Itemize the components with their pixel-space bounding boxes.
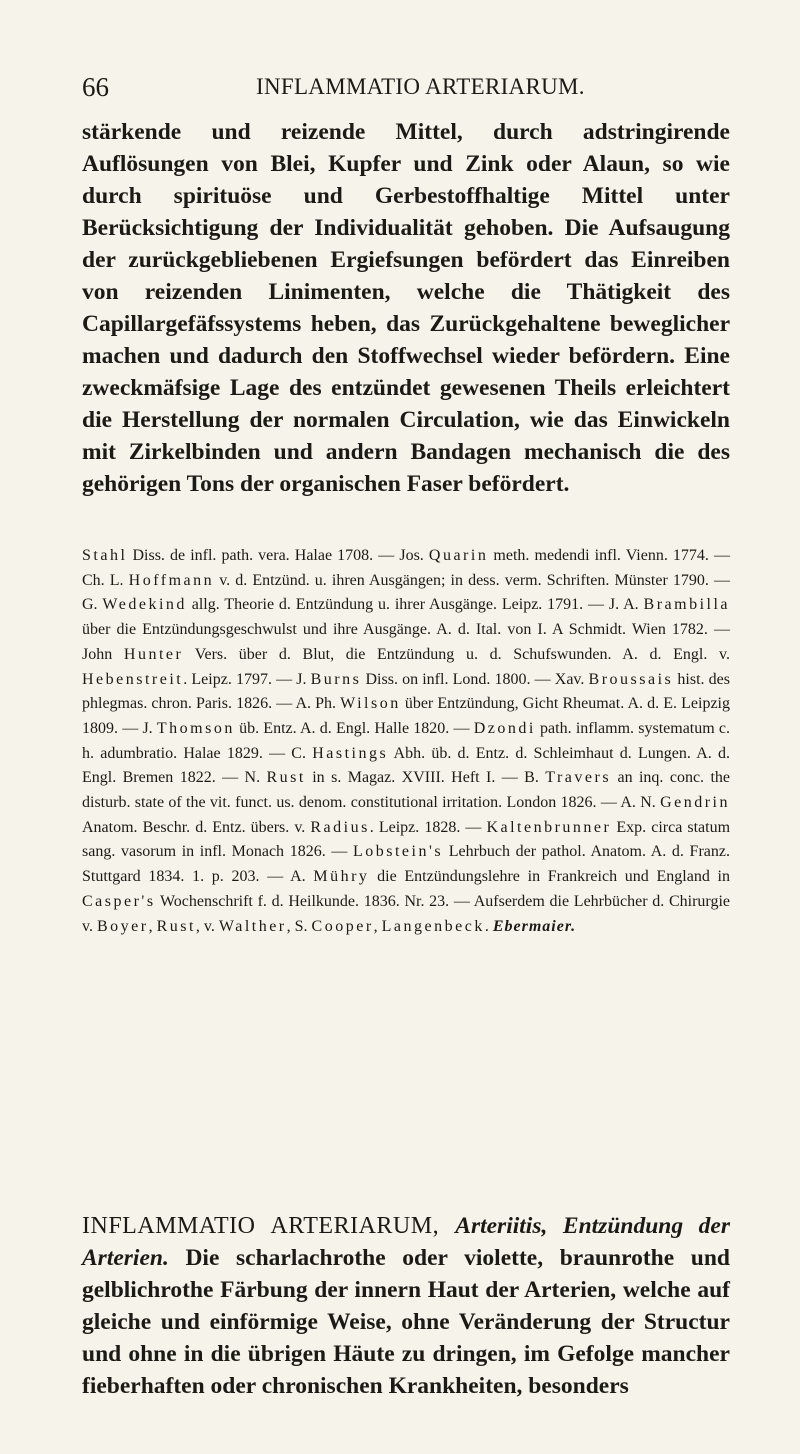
entry-headword: INFLAMMATIO ARTERIARUM, [82,1213,456,1239]
reference-author: Burns [310,670,362,688]
reference-text: , v. [195,917,219,935]
reference-author: Travers [545,769,612,787]
reference-text: über die Entzündungsgeschwulst und ihre Ausgänge. A. d. Ital. von I. A Schmidt. Wien 1782. — John [82,621,730,663]
reference-text: v. d. Entzünd. u. ihren Ausgängen; in dess. verm. Schriften. Münster 1790. — G. [82,571,730,614]
page-number: 66 [82,72,109,102]
entry-synonym: Arteriitis, Entzündung der Arterien. [82,1213,730,1271]
reference-author: Kaltenbrunner [486,818,612,836]
author-signature: Ebermaier. [492,917,577,935]
reference-author: Stahl [82,547,128,564]
bibliography-paragraph [82,544,730,939]
reference-author: Mühry [313,868,370,886]
reference-author: Brambilla [643,596,730,614]
reference-text: , [373,917,382,935]
reference-author: Boyer [96,917,149,935]
reference-author: Walther [218,917,287,935]
reference-author: Broussais [588,670,674,688]
reference-text: hist. des phlegmas. chron. Paris. 1826. — A. Ph. [82,670,730,713]
reference-text: meth. medendi infl. Vienn. 1774. — Ch. L. [82,547,731,589]
reference-text: Diss. on infl. Lond. 1800. — Xav. [361,670,589,688]
reference-text: Lehrbuch der pathol. Anatom. A. d. Franz. Stuttgard 1834. 1. p. 203. — A. [82,843,730,886]
next-entry [82,1210,730,1402]
reference-author: Cooper [311,917,374,935]
reference-author: Thomson [156,719,235,737]
reference-author: Radius [310,818,370,836]
reference-text: allg. Theorie d. Entzündung u. ihrer Ausgänge. Leipz. 1791. — J. A. [186,596,644,614]
reference-author: Lobstein's [352,843,444,861]
reference-text: die Entzündungslehre in Frankreich und England in [369,868,730,886]
reference-text: über Entzündung, Gicht Rheumat. A. d. E. Leipzig 1809. — J. [82,695,730,737]
reference-text: Anatom. Beschr. d. Entz. übers. v. [82,818,311,836]
bibliography [82,544,730,939]
reference-text: . Leipz. 1797. — J. [183,670,311,688]
running-head: INFLAMMATIO ARTERIARUM. [256,74,585,99]
reference-text: Exp. circa statum sang. vasorum in infl. Monach 1826. — [82,818,731,861]
reference-text: üb. Entz. A. d. Engl. Halle 1820. — [234,719,474,737]
reference-text: Diss. de infl. path. vera. Halae 1708. — Jos. [127,547,429,564]
reference-text: , [148,917,157,935]
reference-text: Vers. über d. Blut, die Entzündung u. d. Schufswunden. A. d. Engl. v. [183,645,730,663]
reference-author: Gendrin [660,794,730,812]
entry-text: Die scharlachrothe oder violette, braunrothe und gelblichrothe Färbung der innern Haut der Arterien, welche auf gleiche und einförmige Weise, ohne Veränderung der Structur und ohne in die übrigen Häute zu dringen, im Gefolge mancher fieberhaften oder chronischen Krankheiten, besonders [82,1245,730,1399]
reference-author: Quarin [428,547,489,564]
reference-author: Langenbeck [381,917,485,935]
reference-text: in s. Magaz. XVIII. Heft I. — B. [305,769,546,787]
reference-text: Wochenschrift f. d. Heilkunde. 1836. Nr. 23. — Aufserdem die Lehrbücher d. Chirurgie v. [82,892,730,935]
page-header [82,72,722,104]
body-paragraph-block [82,116,730,500]
reference-text: Abh. üb. d. Entz. d. Schleimhaut d. Lungen. A. d. Engl. Bremen 1822. — N. [82,744,730,787]
entry-paragraph [82,1210,730,1402]
reference-text: , S. [286,917,312,935]
reference-text: path. inflamm. systematum c. h. adumbratio. Halae 1829. — C. [82,719,731,762]
reference-text: . [484,917,493,935]
reference-author: Hunter [123,645,184,663]
reference-author: Rust [156,917,196,935]
reference-author: Hastings [312,744,389,762]
reference-list [82,547,730,935]
reference-author: Wilson [340,695,401,713]
reference-text: . Leipz. 1828. — [369,818,487,836]
reference-author: Wedekind [102,596,187,614]
body-paragraph: stärkende und reizende Mittel, durch adstringirende Auflösungen von Blei, Kupfer und Zink oder Alaun, so wie durch spirituöse und Gerbestoffhaltige Mittel unter Berücksichtigung der Individualität gehoben. Die Aufsaugung der zurückgebliebenen Ergiefsungen befördert das Einreiben von reizenden Linimenten, welche die Thätigkeit des Capillargefäfssystems heben, das Zurückgehaltene beweglicher machen und dadurch den Stoffwechsel wieder befördern. Eine zweckmäfsige Lage des entzündet gewesenen Theils erleichtert die Herstellung der normalen Circulation, wie das Einwickeln mit Zirkelbinden und andern Bandagen mechanisch die des gehörigen Tons der organischen Faser befördert. [82,119,730,497]
reference-author: Hebenstreit [82,670,184,688]
reference-author: Casper's [82,892,156,910]
reference-author: Dzondi [473,719,536,737]
reference-author: Rust [266,769,306,787]
reference-text: an inq. conc. the disturb. state of the vit. funct. us. denom. constitutional irritation. London 1826. — A. N. [82,769,731,812]
reference-author: Hoffmann [128,571,215,589]
